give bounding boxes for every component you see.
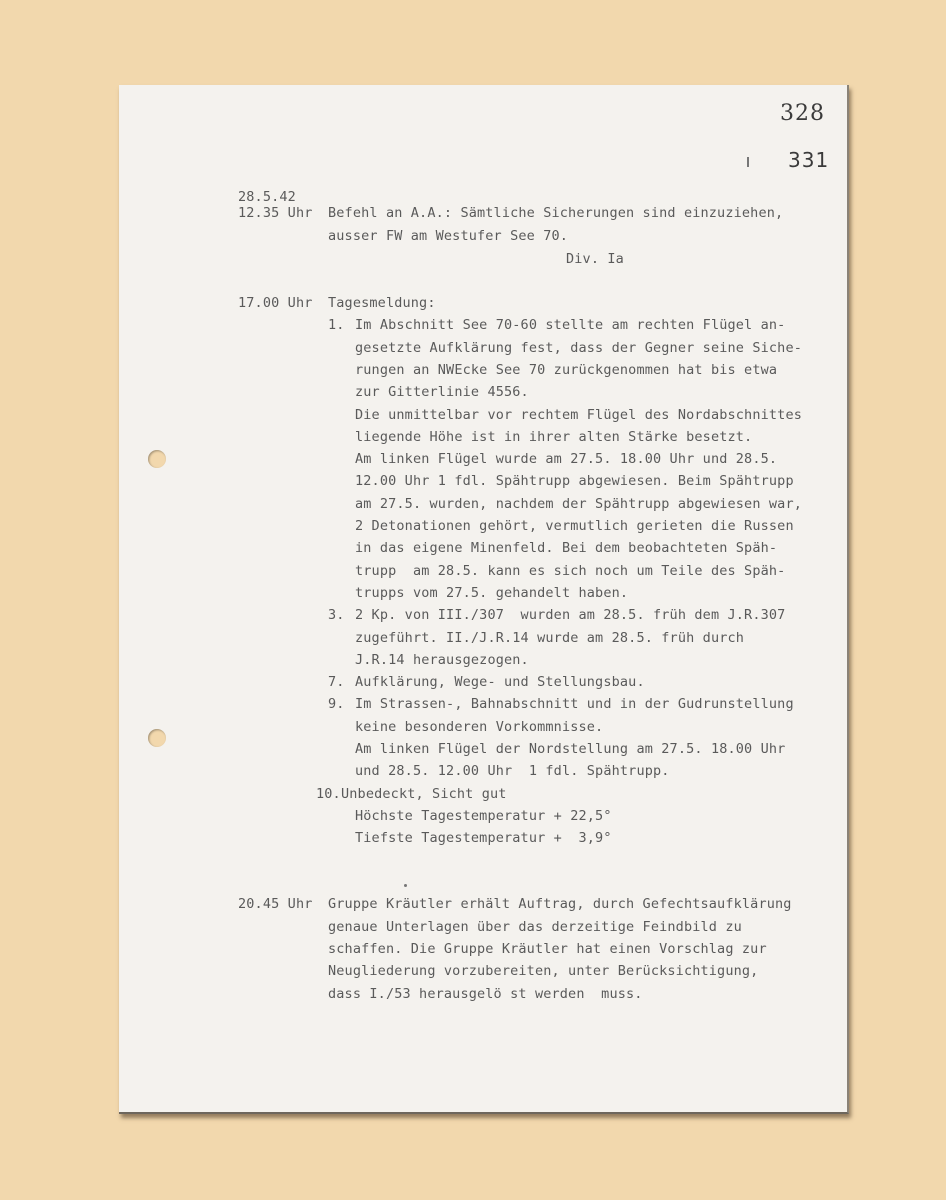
entry-text-line: genaue Unterlagen über das derzeitige Feindbild zu	[328, 919, 742, 935]
item-line: Unbedeckt, Sicht gut	[341, 786, 507, 802]
item-line: Aufklärung, Wege- und Stellungsbau.	[355, 674, 645, 690]
item-line: liegende Höhe ist in ihrer alten Stärke besetzt.	[355, 429, 753, 445]
punch-hole-top	[148, 450, 166, 468]
handwritten-page-number: 331	[788, 148, 830, 172]
entry-time: 12.35 Uhr	[238, 205, 313, 221]
entry-text-line: ausser FW am Westufer See 70.	[328, 228, 569, 244]
item-line: Die unmittelbar vor rechtem Flügel des Nordabschnittes	[355, 407, 802, 423]
item-number: 1.	[328, 317, 345, 333]
item-line: gesetzte Aufklärung fest, dass der Gegner seine Siche-	[355, 340, 802, 356]
entry-signature: Div. Ia	[566, 251, 624, 267]
entry-text-line: schaffen. Die Gruppe Kräutler hat einen Vorschlag zur	[328, 941, 767, 957]
entry-text-line: Gruppe Kräutler erhält Auftrag, durch Gefechtsaufklärung	[328, 896, 792, 912]
item-line: zugeführt. II./J.R.14 wurde am 28.5. früh durch	[355, 630, 745, 646]
stamped-page-number: 328	[780, 101, 825, 126]
item-number: 3.	[328, 607, 345, 623]
item-line: Am linken Flügel wurde am 27.5. 18.00 Uhr und 28.5.	[355, 451, 778, 467]
entry-time: 20.45 Uhr	[238, 896, 313, 912]
item-line: und 28.5. 12.00 Uhr 1 fdl. Spähtrupp.	[355, 763, 670, 779]
punch-hole-bottom	[148, 729, 166, 747]
item-line: trupp am 28.5. kann es sich noch um Teile des Späh-	[355, 563, 786, 579]
entry-time: 17.00 Uhr	[238, 295, 313, 311]
entry-text-line: Neugliederung vorzubereiten, unter Berücksichtigung,	[328, 963, 759, 979]
item-line: J.R.14 herausgezogen.	[355, 652, 529, 668]
item-line: 12.00 Uhr 1 fdl. Spähtrupp abgewiesen. Beim Spähtrupp	[355, 473, 794, 489]
item-line: Am linken Flügel der Nordstellung am 27.5. 18.00 Uhr	[355, 741, 786, 757]
item-line: am 27.5. wurden, nachdem der Spähtrupp abgewiesen war,	[355, 496, 802, 512]
item-number: 7.	[328, 674, 345, 690]
item-line: Im Abschnitt See 70-60 stellte am rechten Flügel an-	[355, 317, 786, 333]
item-line: trupps vom 27.5. gehandelt haben.	[355, 585, 629, 601]
pencil-tick-mark	[747, 157, 749, 167]
item-line: zur Gitterlinie 4556.	[355, 384, 529, 400]
item-number: 10.	[316, 786, 341, 802]
item-line: Höchste Tagestemperatur + 22,5°	[355, 808, 612, 824]
entry-text-line: Befehl an A.A.: Sämtliche Sicherungen sind einzuziehen,	[328, 205, 784, 221]
entry-text-line: dass I./53 herausgelö st werden muss.	[328, 986, 643, 1002]
item-line: keine besonderen Vorkommnisse.	[355, 719, 604, 735]
item-line: in das eigene Minenfeld. Bei dem beobachteten Späh-	[355, 540, 778, 556]
item-line: Im Strassen-, Bahnabschnitt und in der Gudrunstellung	[355, 696, 794, 712]
ink-dot	[404, 884, 407, 887]
entry-date: 28.5.42	[238, 189, 296, 205]
item-line: 2 Kp. von III./307 wurden am 28.5. früh dem J.R.307	[355, 607, 786, 623]
item-line: rungen an NWEcke See 70 zurückgenommen hat bis etwa	[355, 362, 778, 378]
item-line: 2 Detonationen gehört, vermutlich gerieten die Russen	[355, 518, 794, 534]
entry-heading: Tagesmeldung:	[328, 295, 436, 311]
item-line: Tiefste Tagestemperatur + 3,9°	[355, 830, 612, 846]
item-number: 9.	[328, 696, 345, 712]
